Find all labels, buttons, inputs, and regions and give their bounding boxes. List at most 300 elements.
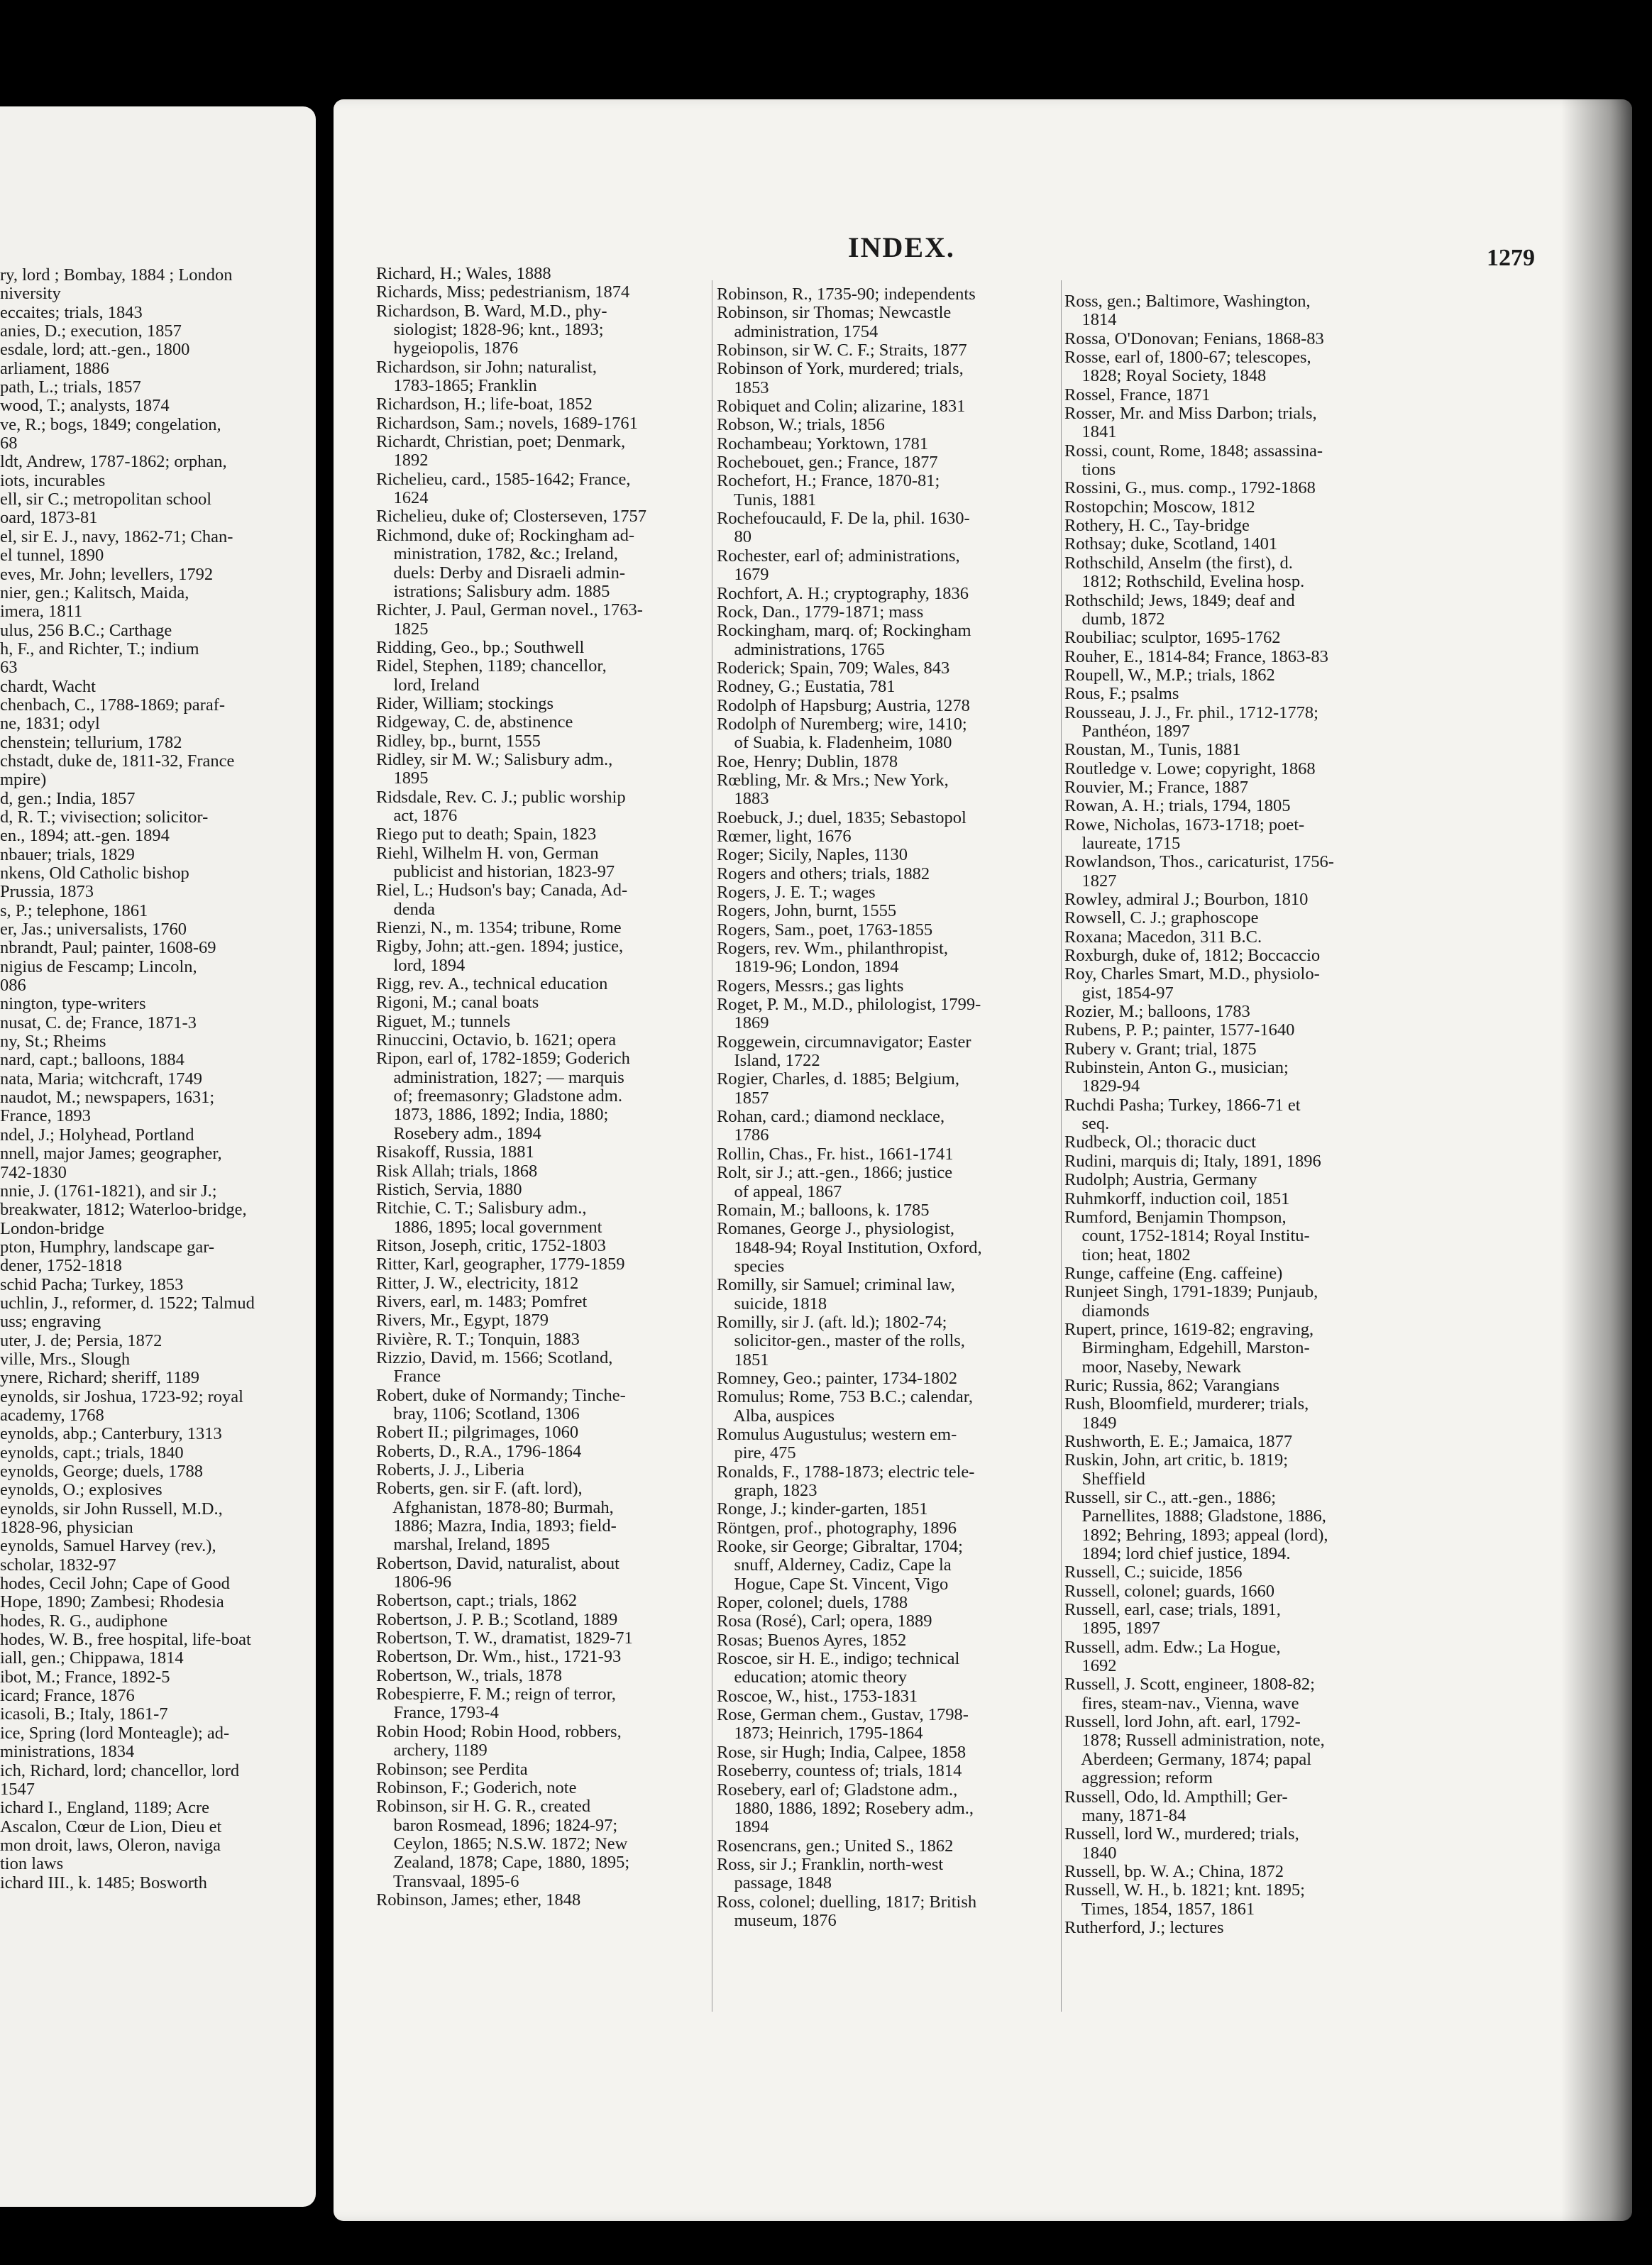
index-entry-line: Russell, J. Scott, engineer, 1808-82;	[1064, 1675, 1315, 1694]
index-entry-line: 1827	[1064, 871, 1117, 891]
index-entry-line: aggression; reform	[1064, 1769, 1213, 1788]
index-entry-line: administrations, 1765	[717, 640, 885, 659]
index-entry-line: Rosebery, earl of; Gladstone adm.,	[717, 1780, 958, 1800]
index-entry-line: Rochebouet, gen.; France, 1877	[717, 453, 938, 473]
index-entry-line: Rubinstein, Anton G., musician;	[1064, 1059, 1289, 1078]
index-entry-line: ibot, M.; France, 1892-5	[0, 1668, 170, 1687]
index-entry-line: marshal, Ireland, 1895	[376, 1536, 550, 1555]
index-entry-line: Russell, Odo, ld. Ampthill; Ger-	[1064, 1787, 1288, 1807]
index-entry-line: Ripon, earl of, 1782-1859; Goderich	[376, 1049, 630, 1069]
index-entry-line: seq.	[1064, 1115, 1110, 1134]
index-entry-line: moor, Naseby, Newark	[1064, 1357, 1242, 1377]
index-entry-line: Rigby, John; att.-gen. 1894; justice,	[376, 937, 624, 957]
index-entry-line: Romilly, sir Samuel; criminal law,	[717, 1276, 955, 1295]
index-entry-line: el, sir E. J., navy, 1862-71; Chan-	[0, 527, 233, 546]
index-entry-line: 1880, 1886, 1892; Rosebery adm.,	[717, 1799, 974, 1818]
index-entry-line: 1806-96	[376, 1573, 452, 1592]
index-entry-line: Rodney, G.; Eustatia, 781	[717, 678, 896, 697]
index-entry-line: ry, lord ; Bombay, 1884 ; London	[0, 266, 233, 285]
index-entry-line: Rosebery adm., 1894	[376, 1124, 541, 1143]
index-entry-line: Parnellites, 1888; Gladstone, 1886,	[1064, 1507, 1326, 1526]
index-entry-line: 1819-96; London, 1894	[717, 958, 899, 977]
index-entry-line: Robertson, T. W., dramatist, 1829-71	[376, 1629, 633, 1648]
index-entry-line: ministration, 1782, &c.; Ireland,	[376, 545, 618, 564]
index-entry-line: Rosas; Buenos Ayres, 1852	[717, 1631, 907, 1650]
index-entry-line: Roxana; Macedon, 311 B.C.	[1064, 927, 1262, 947]
index-entry-line: Rubens, P. P.; painter, 1577-1640	[1064, 1021, 1295, 1040]
index-entry-line: ve, R.; bogs, 1849; congelation,	[0, 415, 221, 434]
index-entry-line: Richards, Miss; pedestrianism, 1874	[376, 283, 630, 302]
index-entry-line: Tunis, 1881	[717, 490, 817, 509]
index-entry-line: Rudolph; Austria, Germany	[1064, 1171, 1257, 1190]
index-entry-line: Ridsdale, Rev. C. J.; public worship	[376, 788, 626, 807]
index-entry-line: Richardson, B. Ward, M.D., phy-	[376, 302, 607, 321]
index-entry-line: Richter, J. Paul, German novel., 1763-	[376, 601, 643, 620]
index-entry-line: Roper, colonel; duels, 1788	[717, 1594, 908, 1613]
index-entry-line: h, F., and Richter, T.; indium	[0, 639, 199, 658]
index-entry-line: museum, 1876	[717, 1911, 837, 1930]
index-entry-line: 1848-94; Royal Institution, Oxford,	[717, 1238, 982, 1257]
index-entry-line: Ruskin, John, art critic, b. 1819;	[1064, 1451, 1289, 1470]
index-entry-line: Rochambeau; Yorktown, 1781	[717, 434, 929, 453]
index-entry-line: 1841	[1064, 423, 1117, 442]
index-entry-line: Richelieu, card., 1585-1642; France,	[376, 470, 631, 489]
index-entry-line: uchlin, J., reformer, d. 1522; Talmud	[0, 1294, 255, 1313]
index-entry-line: Richmond, duke of; Rockingham ad-	[376, 526, 635, 545]
index-entry-line: Afghanistan, 1878-80; Burmah,	[376, 1498, 614, 1517]
index-entry-line: ichard I., England, 1189; Acre	[0, 1799, 210, 1818]
index-entry-line: tion; heat, 1802	[1064, 1245, 1191, 1264]
index-entry-line: Roger; Sicily, Naples, 1130	[717, 846, 908, 865]
index-entry-line: 80	[717, 528, 751, 547]
index-entry-line: Rouvier, M.; France, 1887	[1064, 778, 1248, 797]
index-entry-line: Russell, adm. Edw.; La Hogue,	[1064, 1638, 1281, 1657]
index-column-1	[376, 265, 710, 1909]
index-entry-line: ichard III., k. 1485; Bosworth	[0, 1873, 207, 1892]
index-entry-line: ville, Mrs., Slough	[0, 1350, 131, 1369]
index-entry-line: s, P.; telephone, 1861	[0, 901, 148, 920]
index-entry-line: Romilly, sir J. (aft. ld.); 1802-74;	[717, 1313, 947, 1332]
index-entry-line: Rupert, prince, 1619-82; engraving,	[1064, 1320, 1314, 1339]
index-entry-line: many, 1871-84	[1064, 1806, 1186, 1825]
index-entry-line: lord, Ireland	[376, 676, 480, 695]
index-entry-line: 1878; Russell administration, note,	[1064, 1731, 1325, 1751]
index-entry-line: Sheffield	[1064, 1470, 1145, 1489]
index-entry-line: Romulus; Rome, 753 B.C.; calendar,	[717, 1388, 974, 1407]
index-entry-line: education; atomic theory	[717, 1668, 908, 1687]
index-entry-line: siologist; 1828-96; knt., 1893;	[376, 321, 604, 340]
index-entry-line: nington, type-writers	[0, 995, 146, 1014]
index-entry-line: act, 1876	[376, 806, 458, 825]
index-entry-line: Robertson, capt.; trials, 1862	[376, 1592, 578, 1611]
index-entry-line: Robson, W.; trials, 1856	[717, 416, 885, 435]
index-entry-line: hodes, Cecil John; Cape of Good	[0, 1575, 230, 1594]
index-entry-line: Robinson, James; ether, 1848	[376, 1890, 581, 1909]
index-entry-line: pton, Humphry, landscape gar-	[0, 1238, 215, 1257]
index-entry-line: diamonds	[1064, 1301, 1150, 1321]
index-entry-line: academy, 1768	[0, 1406, 104, 1425]
index-entry-line: Richardson, Sam.; novels, 1689-1761	[376, 414, 638, 433]
index-entry-line: Rowley, admiral J.; Bourbon, 1810	[1064, 891, 1309, 909]
index-entry-line: Rochfort, A. H.; cryptography, 1836	[717, 584, 969, 603]
index-entry-line: Routledge v. Lowe; copyright, 1868	[1064, 759, 1316, 778]
index-entry-line: Zealand, 1878; Cape, 1880, 1895;	[376, 1853, 630, 1873]
index-entry-line: nata, Maria; witchcraft, 1749	[0, 1069, 203, 1089]
index-entry-line: naudot, M.; newspapers, 1631;	[0, 1089, 215, 1108]
index-entry-line: Rothsay; duke, Scotland, 1401	[1064, 535, 1278, 554]
index-entry-line: Rutherford, J.; lectures	[1064, 1918, 1224, 1937]
index-entry-line: 1892; Behring, 1893; appeal (lord),	[1064, 1526, 1328, 1545]
index-entry-line: uss; engraving	[0, 1313, 101, 1332]
index-entry-line: Rigg, rev. A., technical education	[376, 975, 608, 994]
index-entry-line: Rooke, sir George; Gibraltar, 1704;	[717, 1538, 963, 1557]
index-entry-line: Ridel, Stephen, 1189; chancellor,	[376, 657, 607, 676]
index-entry-line: nnell, major James; geographer,	[0, 1145, 222, 1164]
index-entry-line: eves, Mr. John; levellers, 1792	[0, 565, 214, 584]
index-entry-line: ice, Spring (lord Monteagle); ad-	[0, 1724, 230, 1743]
index-entry-line: Robinson of York, murdered; trials,	[717, 360, 964, 379]
index-entry-line: Rogers, John, burnt, 1555	[717, 902, 897, 921]
index-entry-line: Riguet, M.; tunnels	[376, 1012, 511, 1031]
index-entry-line: Robinson, F.; Goderich, note	[376, 1778, 577, 1797]
index-entry-line: Roe, Henry; Dublin, 1878	[717, 752, 898, 771]
index-entry-line: mon droit, laws, Oleron, naviga	[0, 1836, 221, 1855]
index-entry-line: Russell, W. H., b. 1821; knt. 1895;	[1064, 1881, 1305, 1900]
index-entry-line: Ritter, Karl, geographer, 1779-1859	[376, 1255, 625, 1274]
index-entry-line: Robertson, Dr. Wm., hist., 1721-93	[376, 1648, 622, 1667]
index-entry-line: wood, T.; analysts, 1874	[0, 397, 170, 416]
index-entry-line: eynolds, capt.; trials, 1840	[0, 1443, 184, 1462]
index-entry-line: Rivers, earl, m. 1483; Pomfret	[376, 1292, 588, 1311]
index-entry-line: eynolds, sir John Russell, M.D.,	[0, 1499, 223, 1519]
index-entry-line: Ruchdi Pasha; Turkey, 1866-71 et	[1064, 1096, 1301, 1115]
index-entry-line: Ruric; Russia, 862; Varangians	[1064, 1376, 1280, 1395]
index-entry-line: istrations; Salisbury adm. 1885	[376, 582, 610, 601]
index-entry-line: tion laws	[0, 1855, 64, 1874]
index-entry-line: 1547	[0, 1780, 35, 1799]
index-entry-line: Roberts, J. J., Liberia	[376, 1461, 524, 1479]
index-entry-line: Roscoe, W., hist., 1753-1831	[717, 1687, 918, 1706]
index-entry-line: 1853	[717, 378, 769, 397]
index-entry-line: dumb, 1872	[1064, 610, 1165, 629]
index-entry-line: 1895	[376, 769, 429, 788]
index-entry-line: Röntgen, prof., photography, 1896	[717, 1519, 957, 1538]
index-entry-line: Rivière, R. T.; Tonquin, 1883	[376, 1330, 580, 1349]
index-entry-line: London-bridge	[0, 1219, 104, 1238]
index-entry-line: Ronalds, F., 1788-1873; electric tele-	[717, 1462, 975, 1482]
index-entry-line: Rushworth, E. E.; Jamaica, 1877	[1064, 1432, 1293, 1451]
index-entry-line: schid Pacha; Turkey, 1853	[0, 1275, 184, 1294]
index-entry-line: administration, 1754	[717, 322, 879, 341]
index-entry-line: administration, 1827; — marquis	[376, 1068, 624, 1087]
index-entry-line: Roseberry, countess of; trials, 1814	[717, 1762, 962, 1781]
index-entry-line: Russell, earl, case; trials, 1891,	[1064, 1601, 1281, 1620]
index-entry-line: iall, gen.; Chippawa, 1814	[0, 1649, 184, 1668]
index-entry-line: Birmingham, Edgehill, Marston-	[1064, 1339, 1310, 1358]
index-entry-line: ulus, 256 B.C.; Carthage	[0, 621, 172, 640]
index-entry-line: Romulus Augustulus; western em-	[717, 1425, 957, 1444]
index-entry-line: nnie, J. (1761-1821), and sir J.;	[0, 1181, 217, 1201]
index-entry-line: France, 1793-4	[376, 1704, 499, 1723]
index-entry-line: Richardson, sir John; naturalist,	[376, 358, 597, 377]
index-entry-line: nbauer; trials, 1829	[0, 845, 135, 864]
index-entry-line: 1828-96, physician	[0, 1519, 133, 1538]
index-entry-line: Robinson, R., 1735-90; independents	[717, 285, 976, 304]
index-entry-line: Rowsell, C. J.; graphoscope	[1064, 909, 1259, 928]
index-entry-line: Ridding, Geo., bp.; Southwell	[376, 638, 585, 657]
index-entry-line: Robinson, sir H. G. R., created	[376, 1797, 591, 1817]
index-entry-line: Richardt, Christian, poet; Denmark,	[376, 433, 626, 452]
index-entry-line: Rossini, G., mus. comp., 1792-1868	[1064, 479, 1316, 498]
index-entry-line: of Suabia, k. Fladenheim, 1080	[717, 734, 952, 753]
index-entry-line: chardt, Wacht	[0, 677, 96, 696]
index-entry-line: 1894	[717, 1818, 769, 1837]
index-entry-line: Roggewein, circumnavigator; Easter	[717, 1032, 971, 1052]
index-entry-line: mpire)	[0, 771, 47, 790]
index-entry-line: eynolds, sir Joshua, 1723-92; royal	[0, 1387, 243, 1406]
index-entry-line: eynolds, Samuel Harvey (rev.),	[0, 1537, 216, 1556]
index-entry-line: Runjeet Singh, 1791-1839; Punjaub,	[1064, 1283, 1318, 1302]
index-entry-line: Rochester, earl of; administrations,	[717, 546, 960, 566]
page-number: 1279	[1487, 245, 1535, 271]
index-entry-line: 1840	[1064, 1844, 1117, 1863]
index-entry-line: Robespierre, F. M.; reign of terror,	[376, 1685, 616, 1704]
index-entry-line: Rowlandson, Thos., caricaturist, 1756-	[1064, 853, 1334, 872]
index-entry-line: 1851	[717, 1350, 769, 1370]
index-entry-line: Rudini, marquis di; Italy, 1891, 1896	[1064, 1152, 1321, 1171]
index-entry-line: Romain, M.; balloons, k. 1785	[717, 1201, 930, 1220]
index-entry-line: Russell, colonel; guards, 1660	[1064, 1582, 1275, 1601]
index-entry-line: Rossa, O'Donovan; Fenians, 1868-83	[1064, 329, 1324, 348]
index-column-3	[1064, 292, 1448, 1937]
index-entry-line: Roy, Charles Smart, M.D., physiolo-	[1064, 965, 1320, 984]
index-entry-line: Ridley, sir M. W.; Salisbury adm.,	[376, 750, 613, 769]
index-entry-line: Robinson; see Perdita	[376, 1760, 528, 1779]
index-entry-line: count, 1752-1814; Royal Institu-	[1064, 1227, 1310, 1246]
index-entry-line: 1812; Rothschild, Evelina hosp.	[1064, 573, 1305, 592]
index-entry-line: Rogers and others; trials, 1882	[717, 864, 930, 883]
index-entry-line: France	[376, 1367, 441, 1387]
index-entry-line: Ritson, Joseph, critic, 1752-1803	[376, 1236, 606, 1255]
index-entry-line: Roupell, W., M.P.; trials, 1862	[1064, 666, 1275, 685]
index-entry-line: Panthéon, 1897	[1064, 722, 1190, 741]
index-entry-line: ich, Richard, lord; chancellor, lord	[0, 1761, 240, 1780]
index-entry-line: 1783-1865; Franklin	[376, 377, 537, 396]
index-entry-line: Roberts, gen. sir F. (aft. lord),	[376, 1479, 583, 1499]
index-entry-line: Rohan, card.; diamond necklace,	[717, 1108, 945, 1127]
index-entry-line: 1829-94	[1064, 1077, 1140, 1096]
index-entry-line: scholar, 1832-97	[0, 1555, 116, 1575]
index-entry-line: Riel, L.; Hudson's bay; Canada, Ad-	[376, 881, 628, 900]
index-entry-line: er, Jas.; universalists, 1760	[0, 920, 187, 939]
index-entry-line: esdale, lord; att.-gen., 1800	[0, 341, 190, 360]
index-entry-line: lord, 1894	[376, 956, 466, 975]
index-entry-line: 68	[0, 434, 18, 453]
index-entry-line: Romanes, George J., physiologist,	[717, 1220, 955, 1239]
index-entry-line: 1869	[717, 1014, 769, 1033]
index-entry-line: France, 1893	[0, 1107, 91, 1126]
index-entry-line: of appeal, 1867	[717, 1182, 842, 1201]
index-entry-line: Roxburgh, duke of, 1812; Boccaccio	[1064, 947, 1321, 966]
index-entry-line: uter, J. de; Persia, 1872	[0, 1331, 163, 1350]
index-entry-line: Alba, auspices	[717, 1406, 835, 1426]
index-entry-line: ndel, J.; Holyhead, Portland	[0, 1125, 194, 1145]
index-entry-line: 086	[0, 976, 26, 996]
index-entry-line: Hogue, Cape St. Vincent, Vigo	[717, 1575, 949, 1594]
index-entry-line: ell, sir C.; metropolitan school	[0, 490, 212, 509]
index-entry-line: 1814	[1064, 311, 1117, 330]
index-entry-line: chenstein; tellurium, 1782	[0, 733, 182, 752]
index-entry-line: of; freemasonry; Gladstone adm.	[376, 1087, 622, 1106]
index-entry-line: ldt, Andrew, 1787-1862; orphan,	[0, 453, 227, 472]
index-entry-line: hygeiopolis, 1876	[376, 339, 519, 358]
index-entry-line: nigius de Fescamp; Lincoln,	[0, 957, 197, 976]
index-entry-line: Robertson, J. P. B.; Scotland, 1889	[376, 1610, 618, 1629]
index-entry-line: Rizzio, David, m. 1566; Scotland,	[376, 1348, 613, 1367]
index-entry-line: Rouher, E., 1814-84; France, 1863-83	[1064, 647, 1328, 666]
index-entry-line: 1786	[717, 1126, 769, 1145]
index-entry-line: Russell, C.; suicide, 1856	[1064, 1563, 1243, 1582]
index-entry-line: Rosencrans, gen.; United S., 1862	[717, 1836, 954, 1856]
index-entry-line: Rigoni, M.; canal boats	[376, 993, 539, 1013]
index-entry-line: Roustan, M., Tunis, 1881	[1064, 741, 1241, 760]
index-entry-line: Risakoff, Russia, 1881	[376, 1143, 534, 1162]
index-entry-line: graph, 1823	[717, 1482, 817, 1500]
index-entry-line: Ronge, J.; kinder-garten, 1851	[717, 1500, 928, 1519]
index-entry-line: 1825	[376, 619, 429, 639]
index-entry-line: Rogers, rev. Wm., philanthropist,	[717, 939, 948, 959]
index-entry-line: suicide, 1818	[717, 1294, 827, 1313]
index-entry-line: Rowe, Nicholas, 1673-1718; poet-	[1064, 815, 1305, 834]
index-entry-line: denda	[376, 900, 435, 919]
index-entry-line: bray, 1106; Scotland, 1306	[376, 1404, 580, 1423]
index-entry-line: 1873, 1886, 1892; India, 1880;	[376, 1106, 609, 1125]
index-entry-line: Roscoe, sir H. E., indigo; technical	[717, 1650, 960, 1669]
index-entry-line: Rowan, A. H.; trials, 1794, 1805	[1064, 797, 1291, 816]
index-entry-line: Rolt, sir J.; att.-gen., 1866; justice	[717, 1164, 953, 1183]
index-entry-line: Rosa (Rosé), Carl; opera, 1889	[717, 1612, 932, 1631]
index-entry-line: laureate, 1715	[1064, 834, 1181, 853]
index-entry-line: fires, steam-nav., Vienna, wave	[1064, 1694, 1299, 1713]
index-entry-line: dener, 1752-1818	[0, 1257, 122, 1276]
index-entry-line: passage, 1848	[717, 1874, 832, 1893]
index-entry-line: Ascalon, Cœur de Lion, Dieu et	[0, 1817, 222, 1836]
index-entry-line: Risk Allah; trials, 1868	[376, 1162, 538, 1181]
index-entry-line: 1849	[1064, 1413, 1117, 1433]
index-entry-line: niversity	[0, 285, 61, 304]
index-entry-line: Ridgeway, C. de, abstinence	[376, 713, 573, 732]
index-entry-line: iots, incurables	[0, 471, 106, 490]
index-entry-line: Rose, German chem., Gustav, 1798-	[717, 1706, 969, 1725]
index-entry-line: archery, 1189	[376, 1741, 488, 1760]
index-entry-line: Riehl, Wilhelm H. von, German	[376, 844, 599, 863]
index-entry-line: Prussia, 1873	[0, 883, 94, 902]
index-entry-line: Rudbeck, Ol.; thoracic duct	[1064, 1133, 1257, 1152]
index-entry-line: species	[717, 1257, 785, 1276]
index-entry-line: nard, capt.; balloons, 1884	[0, 1051, 185, 1070]
index-entry-line: 1886; Mazra, India, 1893; field-	[376, 1517, 617, 1536]
index-entry-line: Rienzi, N., m. 1354; tribune, Rome	[376, 919, 622, 938]
index-entry-line: Transvaal, 1895-6	[376, 1872, 519, 1891]
index-entry-line: anies, D.; execution, 1857	[0, 322, 182, 341]
left-page-fragment	[0, 106, 316, 2207]
index-entry-line: 1624	[376, 489, 429, 508]
index-entry-line: Ristich, Servia, 1880	[376, 1180, 522, 1199]
index-entry-line: icasoli, B.; Italy, 1861-7	[0, 1705, 168, 1724]
index-entry-line: breakwater, 1812; Waterloo-bridge,	[0, 1201, 247, 1220]
index-entry-line: 1895, 1897	[1064, 1619, 1160, 1638]
index-entry-line: chstadt, duke de, 1811-32, France	[0, 751, 235, 771]
index-entry-line: 1873; Heinrich, 1795-1864	[717, 1724, 923, 1743]
index-entry-line: Robinson, sir W. C. F.; Straits, 1877	[717, 341, 967, 360]
index-entry-line: pire, 475	[717, 1444, 796, 1463]
index-entry-line: oard, 1873-81	[0, 509, 98, 528]
index-entry-line: chenbach, C., 1788-1869; paraf-	[0, 695, 226, 715]
index-entry-line: Ritter, J. W., electricity, 1812	[376, 1274, 579, 1293]
index-entry-line: Ross, colonel; duelling, 1817; British	[717, 1892, 977, 1912]
index-entry-line: Rous, F.; psalms	[1064, 685, 1179, 704]
index-entry-line: Riego put to death; Spain, 1823	[376, 825, 597, 844]
index-entry-line: Rozier, M.; balloons, 1783	[1064, 1003, 1250, 1022]
index-entry-line: Roebuck, J.; duel, 1835; Sebastopol	[717, 808, 967, 827]
index-entry-line: Rockingham, marq. of; Rockingham	[717, 622, 971, 641]
index-entry-line: 1692	[1064, 1657, 1117, 1676]
index-entry-line: Times, 1854, 1857, 1861	[1064, 1900, 1255, 1919]
index-entry-line: 1883	[717, 790, 769, 809]
page-title: INDEX.	[848, 231, 955, 263]
index-entry-line: Rossel, France, 1871	[1064, 385, 1211, 404]
index-entry-line: Rogier, Charles, d. 1885; Belgium,	[717, 1070, 959, 1089]
index-entry-line: snuff, Alderney, Cadiz, Cape la	[717, 1556, 952, 1575]
index-entry-line: Rœbling, Mr. & Mrs.; New York,	[717, 771, 949, 790]
index-entry-line: Roderick; Spain, 709; Wales, 843	[717, 658, 950, 678]
index-entry-line: Robiquet and Colin; alizarine, 1831	[717, 397, 966, 417]
index-entry-line: publicist and historian, 1823-97	[376, 863, 615, 881]
index-entry-line: Rothschild, Anselm (the first), d.	[1064, 553, 1293, 573]
index-entry-line: Russell, bp. W. A.; China, 1872	[1064, 1862, 1284, 1881]
index-entry-line: Ritchie, C. T.; Salisbury adm.,	[376, 1199, 587, 1218]
index-entry-line: gist, 1854-97	[1064, 983, 1174, 1003]
index-entry-line: Rœmer, light, 1676	[717, 827, 852, 846]
index-entry-line: eynolds, abp.; Canterbury, 1313	[0, 1425, 222, 1444]
index-entry-line: Robert, duke of Normandy; Tinche-	[376, 1386, 626, 1405]
index-entry-line: icard; France, 1876	[0, 1687, 135, 1706]
index-entry-line: Robin Hood; Robin Hood, robbers,	[376, 1722, 622, 1741]
index-entry-line: duels: Derby and Disraeli admin-	[376, 563, 626, 583]
index-entry-line: 1886, 1895; local government	[376, 1218, 602, 1237]
index-entry-line: Rochefort, H.; France, 1870-81;	[717, 472, 940, 491]
index-entry-line: Rock, Dan., 1779-1871; mass	[717, 602, 924, 622]
index-entry-line: Runge, caffeine (Eng. caffeine)	[1064, 1264, 1283, 1283]
index-entry-line: nier, gen.; Kalitsch, Maida,	[0, 583, 189, 602]
index-entry-line: Russell, lord John, aft. earl, 1792-	[1064, 1713, 1301, 1732]
index-entry-line: Rush, Bloomfield, murderer; trials,	[1064, 1395, 1309, 1414]
index-entry-line: Rochefoucauld, F. De la, phil. 1630-	[717, 509, 970, 529]
index-entry-line: 742-1830	[0, 1163, 67, 1182]
index-entry-line: arliament, 1886	[0, 359, 109, 378]
index-entry-line: Richardson, H.; life-boat, 1852	[376, 395, 593, 414]
index-entry-line: Rodolph of Nuremberg; wire, 1410;	[717, 715, 967, 734]
index-entry-line: Roget, P. M., M.D., philologist, 1799-	[717, 996, 981, 1015]
index-entry-line: Rogers, J. E. T.; wages	[717, 883, 876, 902]
index-entry-line: hodes, W. B., free hospital, life-boat	[0, 1631, 251, 1650]
index-entry-line: Ruhmkorff, induction coil, 1851	[1064, 1189, 1290, 1208]
index-entry-line: Aberdeen; Germany, 1874; papal	[1064, 1750, 1312, 1769]
index-entry-line: nkens, Old Catholic bishop	[0, 864, 189, 883]
index-entry-line: path, L.; trials, 1857	[0, 378, 141, 397]
index-entry-line: Rider, William; stockings	[376, 694, 554, 713]
index-entry-line: Robert II.; pilgrimages, 1060	[376, 1423, 579, 1443]
